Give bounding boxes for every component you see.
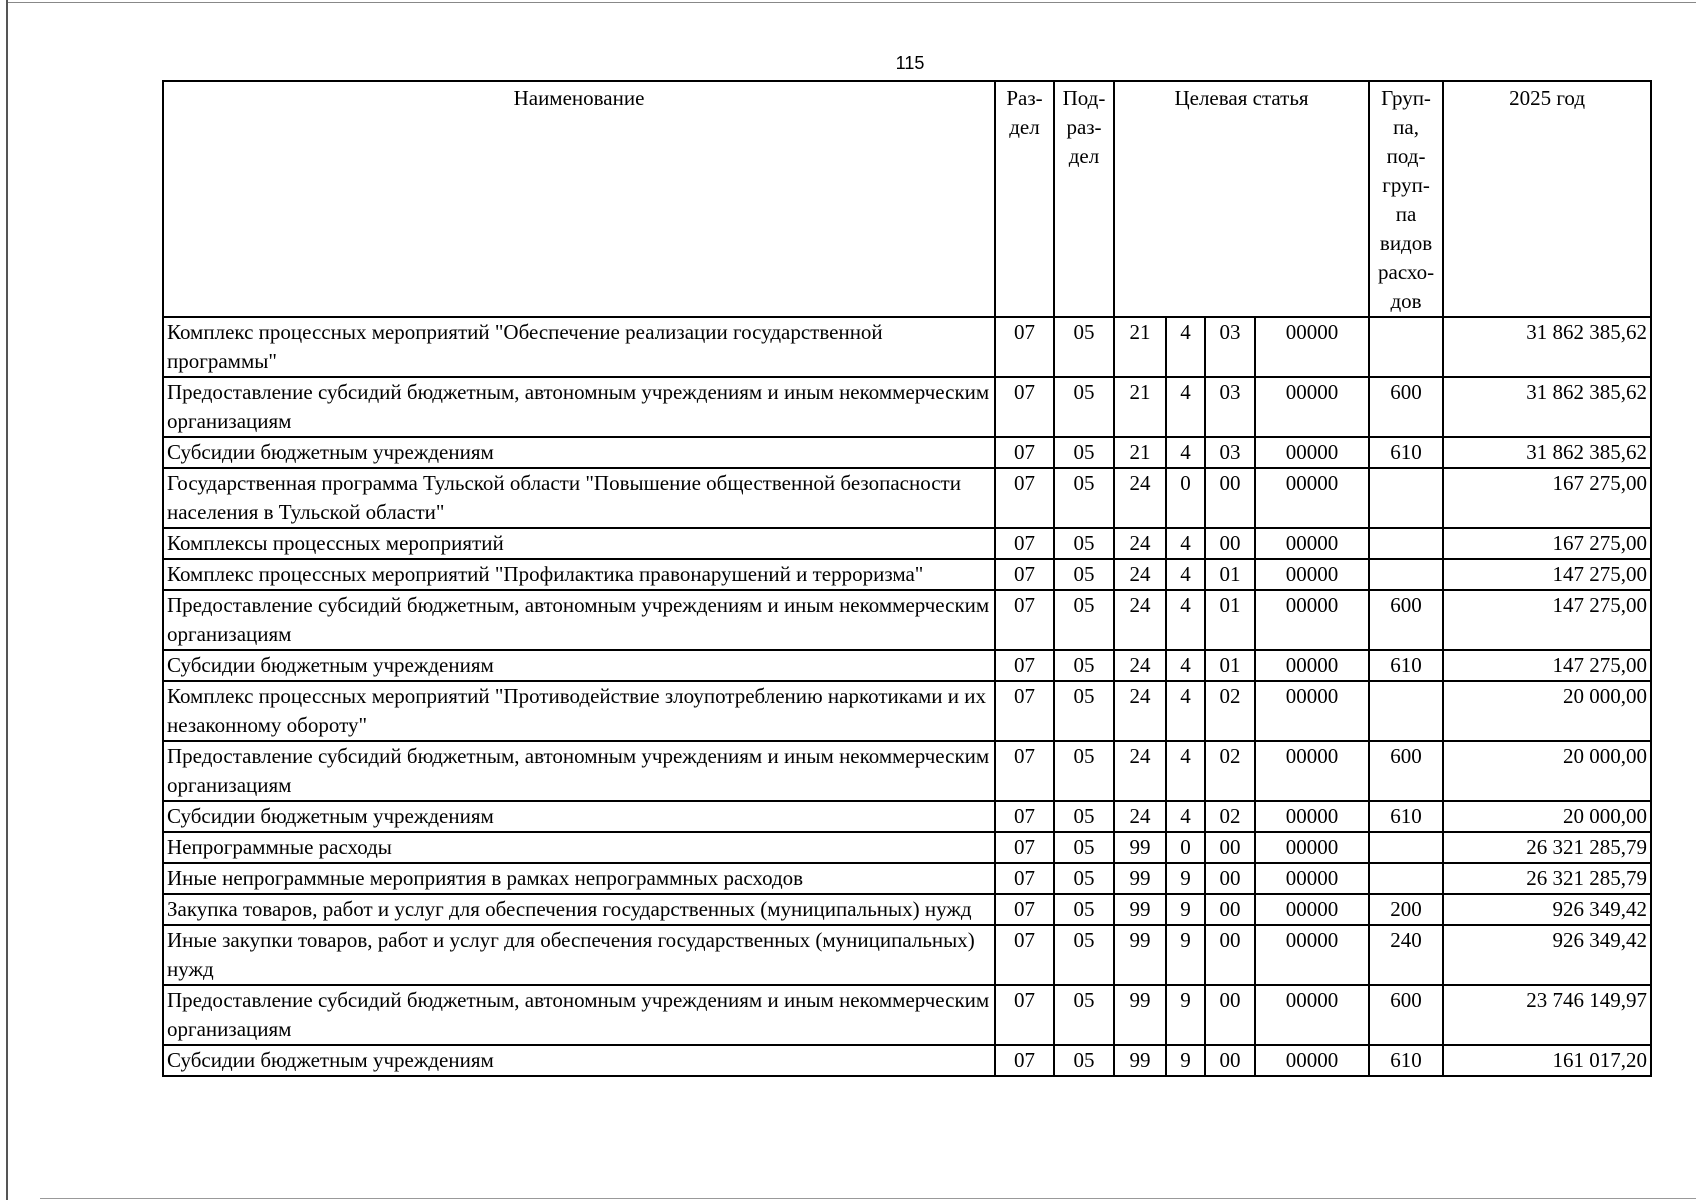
cell-target-complex: 00 bbox=[1205, 468, 1255, 528]
cell-section: 07 bbox=[995, 377, 1054, 437]
scan-edge-bottom bbox=[40, 1198, 1696, 1199]
cell-section: 07 bbox=[995, 741, 1054, 801]
cell-section: 07 bbox=[995, 925, 1054, 985]
cell-expense-group bbox=[1369, 317, 1443, 377]
cell-amount: 926 349,42 bbox=[1443, 894, 1651, 925]
cell-section: 07 bbox=[995, 681, 1054, 741]
cell-name: Комплекс процессных мероприятий "Профилактика правонарушений и терроризма" bbox=[163, 559, 995, 590]
cell-target-complex: 00 bbox=[1205, 863, 1255, 894]
cell-subsection: 05 bbox=[1054, 468, 1114, 528]
cell-target-program: 24 bbox=[1114, 590, 1166, 650]
cell-target-type: 4 bbox=[1166, 528, 1205, 559]
cell-target-complex: 01 bbox=[1205, 650, 1255, 681]
cell-target-direction: 00000 bbox=[1255, 894, 1369, 925]
cell-target-type: 4 bbox=[1166, 801, 1205, 832]
cell-section: 07 bbox=[995, 863, 1054, 894]
cell-name: Иные закупки товаров, работ и услуг для обеспечения государственных (муниципальных) нужд bbox=[163, 925, 995, 985]
cell-target-type: 4 bbox=[1166, 681, 1205, 741]
cell-section: 07 bbox=[995, 985, 1054, 1045]
cell-target-program: 24 bbox=[1114, 468, 1166, 528]
table-row bbox=[163, 590, 1651, 650]
cell-amount: 23 746 149,97 bbox=[1443, 985, 1651, 1045]
cell-name: Предоставление субсидий бюджетным, автономным учреждениям и иным некоммерческим организациям bbox=[163, 985, 995, 1045]
cell-target-type: 9 bbox=[1166, 925, 1205, 985]
cell-expense-group: 600 bbox=[1369, 377, 1443, 437]
cell-target-complex: 00 bbox=[1205, 985, 1255, 1045]
cell-subsection: 05 bbox=[1054, 681, 1114, 741]
table-row bbox=[163, 437, 1651, 468]
cell-target-direction: 00000 bbox=[1255, 925, 1369, 985]
cell-amount: 161 017,20 bbox=[1443, 1045, 1651, 1076]
cell-target-complex: 02 bbox=[1205, 741, 1255, 801]
cell-target-direction: 00000 bbox=[1255, 1045, 1369, 1076]
table-row bbox=[163, 681, 1651, 741]
cell-name: Субсидии бюджетным учреждениям bbox=[163, 437, 995, 468]
cell-section: 07 bbox=[995, 801, 1054, 832]
cell-target-complex: 00 bbox=[1205, 528, 1255, 559]
cell-name: Закупка товаров, работ и услуг для обеспечения государственных (муниципальных) нужд bbox=[163, 894, 995, 925]
cell-name: Комплекс процессных мероприятий "Обеспечение реализации государственной программы" bbox=[163, 317, 995, 377]
cell-subsection: 05 bbox=[1054, 801, 1114, 832]
header-section: Раз- дел bbox=[995, 81, 1054, 317]
cell-target-program: 21 bbox=[1114, 377, 1166, 437]
table-row bbox=[163, 801, 1651, 832]
cell-target-direction: 00000 bbox=[1255, 559, 1369, 590]
table-row bbox=[163, 528, 1651, 559]
cell-amount: 147 275,00 bbox=[1443, 650, 1651, 681]
cell-subsection: 05 bbox=[1054, 377, 1114, 437]
cell-target-program: 24 bbox=[1114, 801, 1166, 832]
cell-section: 07 bbox=[995, 317, 1054, 377]
cell-subsection: 05 bbox=[1054, 1045, 1114, 1076]
budget-table bbox=[162, 80, 1652, 1077]
cell-target-program: 99 bbox=[1114, 1045, 1166, 1076]
cell-expense-group: 610 bbox=[1369, 801, 1443, 832]
cell-amount: 31 862 385,62 bbox=[1443, 317, 1651, 377]
cell-expense-group bbox=[1369, 528, 1443, 559]
table-row bbox=[163, 863, 1651, 894]
table-row bbox=[163, 832, 1651, 863]
cell-target-complex: 00 bbox=[1205, 925, 1255, 985]
cell-target-direction: 00000 bbox=[1255, 377, 1369, 437]
cell-target-program: 99 bbox=[1114, 894, 1166, 925]
header-expense-group: Груп- па, под- груп- па видов расхо- дов bbox=[1369, 81, 1443, 317]
cell-target-complex: 00 bbox=[1205, 832, 1255, 863]
cell-expense-group: 600 bbox=[1369, 741, 1443, 801]
cell-target-program: 21 bbox=[1114, 317, 1166, 377]
cell-expense-group bbox=[1369, 468, 1443, 528]
cell-target-program: 24 bbox=[1114, 681, 1166, 741]
cell-target-type: 4 bbox=[1166, 590, 1205, 650]
cell-section: 07 bbox=[995, 832, 1054, 863]
table-row bbox=[163, 1045, 1651, 1076]
cell-target-program: 99 bbox=[1114, 832, 1166, 863]
cell-amount: 31 862 385,62 bbox=[1443, 437, 1651, 468]
cell-target-direction: 00000 bbox=[1255, 832, 1369, 863]
cell-amount: 147 275,00 bbox=[1443, 590, 1651, 650]
cell-target-direction: 00000 bbox=[1255, 985, 1369, 1045]
cell-target-type: 0 bbox=[1166, 832, 1205, 863]
cell-subsection: 05 bbox=[1054, 863, 1114, 894]
cell-section: 07 bbox=[995, 559, 1054, 590]
cell-target-direction: 00000 bbox=[1255, 741, 1369, 801]
cell-target-program: 99 bbox=[1114, 985, 1166, 1045]
cell-name: Предоставление субсидий бюджетным, автономным учреждениям и иным некоммерческим организациям bbox=[163, 590, 995, 650]
cell-name: Субсидии бюджетным учреждениям bbox=[163, 1045, 995, 1076]
cell-target-type: 4 bbox=[1166, 741, 1205, 801]
table-row bbox=[163, 650, 1651, 681]
cell-target-complex: 01 bbox=[1205, 559, 1255, 590]
cell-target-direction: 00000 bbox=[1255, 681, 1369, 741]
cell-amount: 926 349,42 bbox=[1443, 925, 1651, 985]
cell-expense-group bbox=[1369, 559, 1443, 590]
cell-subsection: 05 bbox=[1054, 317, 1114, 377]
cell-target-type: 0 bbox=[1166, 468, 1205, 528]
cell-section: 07 bbox=[995, 528, 1054, 559]
cell-subsection: 05 bbox=[1054, 528, 1114, 559]
cell-target-complex: 03 bbox=[1205, 377, 1255, 437]
cell-section: 07 bbox=[995, 590, 1054, 650]
cell-section: 07 bbox=[995, 437, 1054, 468]
cell-name: Комплекс процессных мероприятий "Противодействие злоупотреблению наркотиками и их незаконному обороту" bbox=[163, 681, 995, 741]
cell-amount: 26 321 285,79 bbox=[1443, 832, 1651, 863]
table-body bbox=[163, 317, 1651, 1076]
cell-target-direction: 00000 bbox=[1255, 801, 1369, 832]
cell-name: Комплексы процессных мероприятий bbox=[163, 528, 995, 559]
cell-target-program: 24 bbox=[1114, 741, 1166, 801]
cell-expense-group: 600 bbox=[1369, 985, 1443, 1045]
cell-target-complex: 02 bbox=[1205, 681, 1255, 741]
table-row bbox=[163, 925, 1651, 985]
table-row bbox=[163, 985, 1651, 1045]
cell-expense-group bbox=[1369, 681, 1443, 741]
cell-expense-group: 600 bbox=[1369, 590, 1443, 650]
cell-amount: 20 000,00 bbox=[1443, 681, 1651, 741]
cell-amount: 167 275,00 bbox=[1443, 468, 1651, 528]
cell-name: Предоставление субсидий бюджетным, автономным учреждениям и иным некоммерческим организациям bbox=[163, 741, 995, 801]
table-row bbox=[163, 894, 1651, 925]
cell-name: Государственная программа Тульской области "Повышение общественной безопасности населения в Тульской области" bbox=[163, 468, 995, 528]
cell-target-direction: 00000 bbox=[1255, 650, 1369, 681]
cell-subsection: 05 bbox=[1054, 985, 1114, 1045]
cell-name: Непрограммные расходы bbox=[163, 832, 995, 863]
page-number: 115 bbox=[895, 53, 925, 73]
cell-target-type: 4 bbox=[1166, 650, 1205, 681]
cell-target-direction: 00000 bbox=[1255, 528, 1369, 559]
cell-target-type: 9 bbox=[1166, 985, 1205, 1045]
cell-target-complex: 00 bbox=[1205, 1045, 1255, 1076]
header-subsection: Под- раз- дел bbox=[1054, 81, 1114, 317]
cell-subsection: 05 bbox=[1054, 559, 1114, 590]
cell-amount: 31 862 385,62 bbox=[1443, 377, 1651, 437]
table-row bbox=[163, 559, 1651, 590]
cell-target-direction: 00000 bbox=[1255, 863, 1369, 894]
scan-edge-top bbox=[8, 2, 1696, 3]
cell-target-program: 24 bbox=[1114, 559, 1166, 590]
header-target-article: Целевая статья bbox=[1114, 81, 1369, 317]
cell-section: 07 bbox=[995, 468, 1054, 528]
table-row bbox=[163, 468, 1651, 528]
cell-amount: 167 275,00 bbox=[1443, 528, 1651, 559]
cell-target-complex: 02 bbox=[1205, 801, 1255, 832]
cell-target-direction: 00000 bbox=[1255, 437, 1369, 468]
cell-name: Предоставление субсидий бюджетным, автономным учреждениям и иным некоммерческим организациям bbox=[163, 377, 995, 437]
cell-target-direction: 00000 bbox=[1255, 317, 1369, 377]
cell-expense-group: 610 bbox=[1369, 650, 1443, 681]
header-amount-2025: 2025 год bbox=[1443, 81, 1651, 317]
cell-target-complex: 01 bbox=[1205, 590, 1255, 650]
table-row bbox=[163, 377, 1651, 437]
cell-target-direction: 00000 bbox=[1255, 468, 1369, 528]
table-row bbox=[163, 741, 1651, 801]
cell-target-type: 9 bbox=[1166, 863, 1205, 894]
cell-amount: 20 000,00 bbox=[1443, 801, 1651, 832]
cell-target-program: 24 bbox=[1114, 650, 1166, 681]
cell-target-type: 4 bbox=[1166, 317, 1205, 377]
cell-subsection: 05 bbox=[1054, 894, 1114, 925]
header-name: Наименование bbox=[163, 81, 995, 317]
cell-amount: 147 275,00 bbox=[1443, 559, 1651, 590]
header-row bbox=[163, 81, 1651, 317]
cell-amount: 26 321 285,79 bbox=[1443, 863, 1651, 894]
cell-expense-group bbox=[1369, 832, 1443, 863]
scan-edge-left bbox=[6, 0, 8, 1200]
cell-target-program: 99 bbox=[1114, 863, 1166, 894]
cell-expense-group bbox=[1369, 863, 1443, 894]
cell-amount: 20 000,00 bbox=[1443, 741, 1651, 801]
cell-target-type: 4 bbox=[1166, 377, 1205, 437]
cell-subsection: 05 bbox=[1054, 925, 1114, 985]
cell-name: Иные непрограммные мероприятия в рамках непрограммных расходов bbox=[163, 863, 995, 894]
cell-subsection: 05 bbox=[1054, 590, 1114, 650]
cell-target-complex: 03 bbox=[1205, 317, 1255, 377]
cell-expense-group: 610 bbox=[1369, 1045, 1443, 1076]
cell-target-type: 4 bbox=[1166, 559, 1205, 590]
cell-target-complex: 03 bbox=[1205, 437, 1255, 468]
cell-target-direction: 00000 bbox=[1255, 590, 1369, 650]
table-row bbox=[163, 317, 1651, 377]
cell-target-program: 99 bbox=[1114, 925, 1166, 985]
cell-expense-group: 610 bbox=[1369, 437, 1443, 468]
cell-target-program: 24 bbox=[1114, 528, 1166, 559]
cell-subsection: 05 bbox=[1054, 437, 1114, 468]
cell-expense-group: 240 bbox=[1369, 925, 1443, 985]
cell-target-type: 4 bbox=[1166, 437, 1205, 468]
cell-section: 07 bbox=[995, 894, 1054, 925]
cell-subsection: 05 bbox=[1054, 741, 1114, 801]
cell-target-type: 9 bbox=[1166, 1045, 1205, 1076]
cell-target-program: 21 bbox=[1114, 437, 1166, 468]
cell-expense-group: 200 bbox=[1369, 894, 1443, 925]
cell-subsection: 05 bbox=[1054, 832, 1114, 863]
cell-name: Субсидии бюджетным учреждениям bbox=[163, 801, 995, 832]
cell-target-complex: 00 bbox=[1205, 894, 1255, 925]
cell-section: 07 bbox=[995, 1045, 1054, 1076]
cell-subsection: 05 bbox=[1054, 650, 1114, 681]
cell-target-type: 9 bbox=[1166, 894, 1205, 925]
cell-name: Субсидии бюджетным учреждениям bbox=[163, 650, 995, 681]
cell-section: 07 bbox=[995, 650, 1054, 681]
